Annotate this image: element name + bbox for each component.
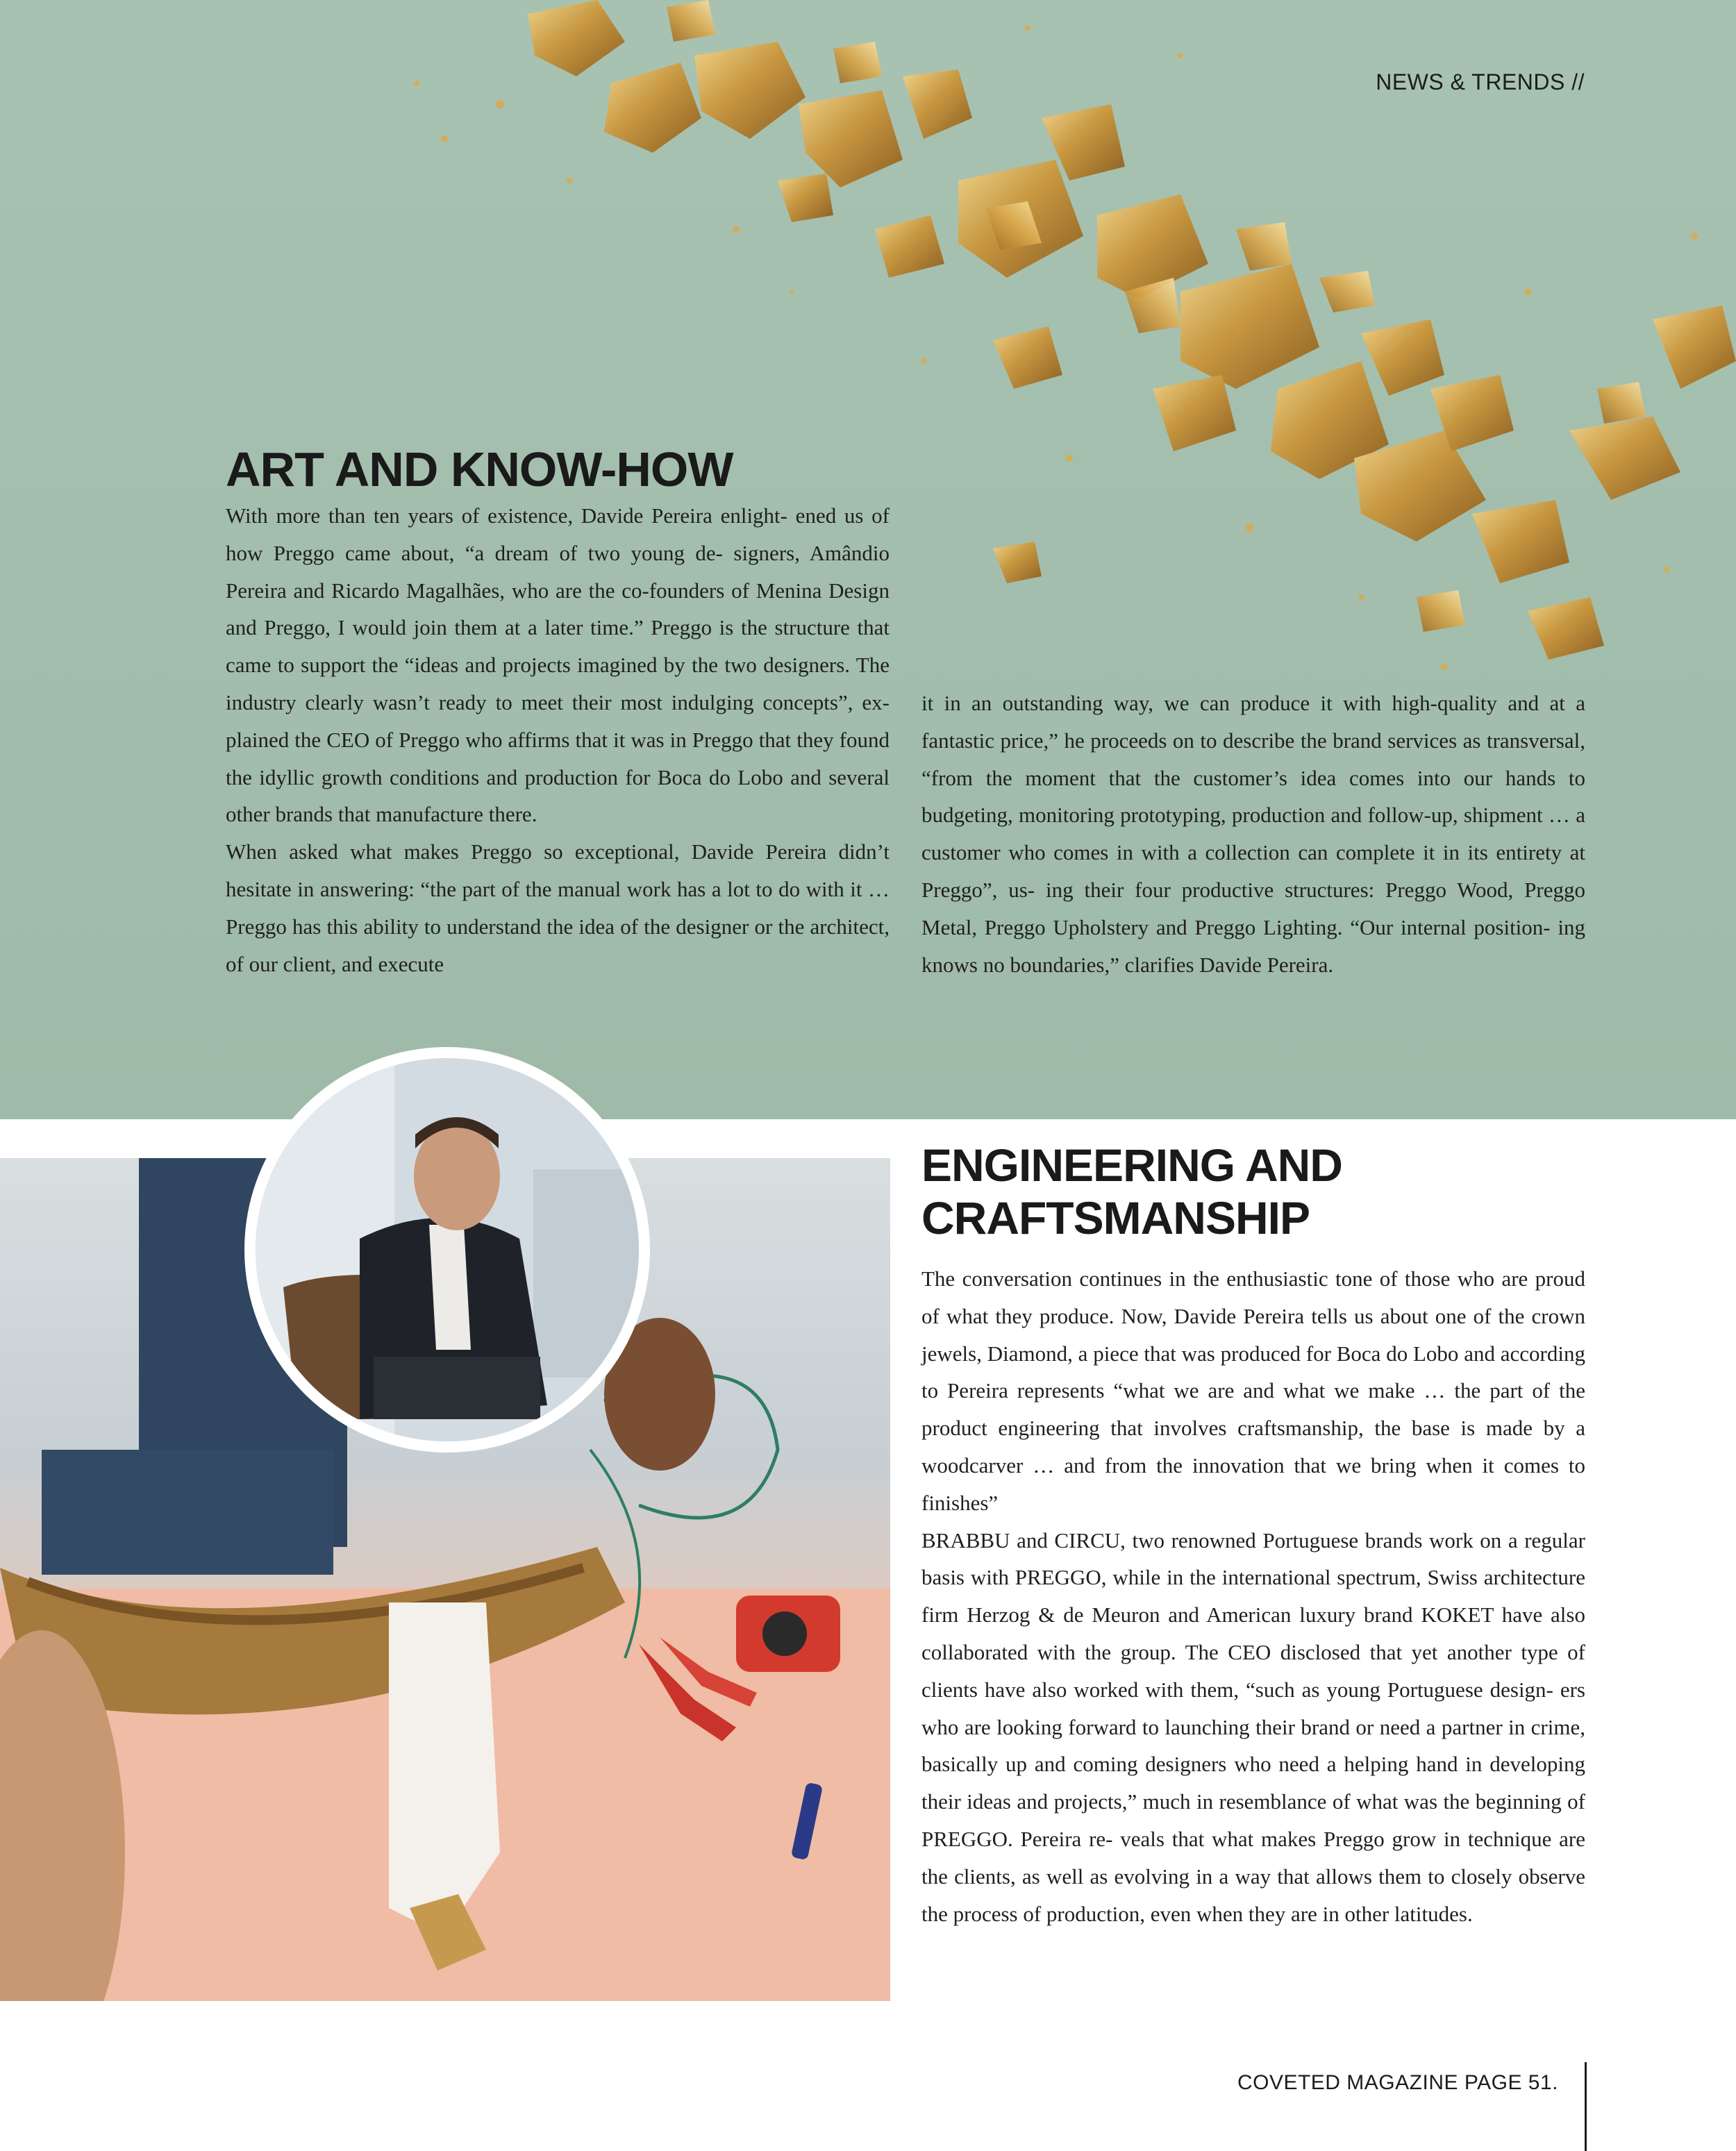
engineering-section-heading: ENGINEERING AND CRAFTSMANSHIP [921,1139,1342,1244]
art-section-column-1 [226,497,890,982]
paragraph: BRABBU and CIRCU, two renowned Portuguese brands work on a regular basis with PREGGO, while in the international spectrum, Swiss architecture firm Herzog & de Meuron and American luxury brand KOKET have also collaborated with the group. The CEO disclosed that yet another type of clients have also worked with them, “such as young Portuguese design- ers who are looking forward to launching their brand or need a partner in crime, basically up and coming designers who need a helping hand in developing their ideas and projects,” much in resemblance of what was the beginning of PREGGO. Pereira re- veals that what makes Preggo grow in technique are the clients, as well as evolving in a way that allows them to closely observe the process of production, even when they are in other latitudes. [921,1528,1585,1926]
paragraph: The conversation continues in the enthusiastic tone of those who are proud of what they produce. Now, Davide Pereira tells us about one of the crown jewels, Diamond, a piece that was produced for Boca do Lobo and according to Pereira represents “what we are and what we make … the part of the product engineering that involves craftsmanship, the base is made by a woodcarver … and from the innovation that we bring when it comes to finishes” [921,1266,1585,1515]
art-section-heading: ART AND KNOW-HOW [226,442,733,496]
page-footer-label: COVETED MAGAZINE PAGE 51. [1237,2071,1558,2094]
art-section-column-2 [921,685,1585,983]
paragraph: When asked what makes Preggo so exceptional, Davide Pereira didn’t hesitate in answering: “the part of the manual work has a lot to do with it … Preggo has this ability to understand the idea of the designer or the architect, of our client, and execute [226,839,890,976]
paragraph: With more than ten years of existence, Davide Pereira enlight- ened us of how Preggo came about, “a dream of two young de- signers, Amândio Pereira and Ricardo Magalhães, who are the co-founders of Menina Design and Preggo, I would join them at a later time.” Preggo is the structure that came to support the “ideas and projects imagined by the two designers. The industry clearly wasn’t ready to meet their most indulging concepts”, ex- plained the CEO of Preggo who affirms that it was in Preggo that they found the idyllic growth conditions and production for Boca do Lobo and several other brands that manufacture there. [226,503,890,827]
paragraph: it in an outstanding way, we can produce it with high-quality and at a fantastic price,” he proceeds on to describe the brand services as transversal, “from the moment that the customer’s idea comes into our hands to budgeting, monitoring prototyping, production and follow-up, shipment … a customer who comes in with a collection can complete it in its entirety at Preggo”, us- ing their four productive structures: Preggo Wood, Preggo Metal, Preggo Upholstery and Preggo Lighting. “Our internal position- ing knows no boundaries,” clarifies Davide Pereira. [921,691,1585,977]
section-label: NEWS & TRENDS // [1376,69,1585,94]
portrait-circle-photo [244,1047,650,1453]
footer-divider [1585,2062,1587,2151]
engineering-section-column [921,1260,1585,1932]
portrait-illustration [256,1058,639,1441]
